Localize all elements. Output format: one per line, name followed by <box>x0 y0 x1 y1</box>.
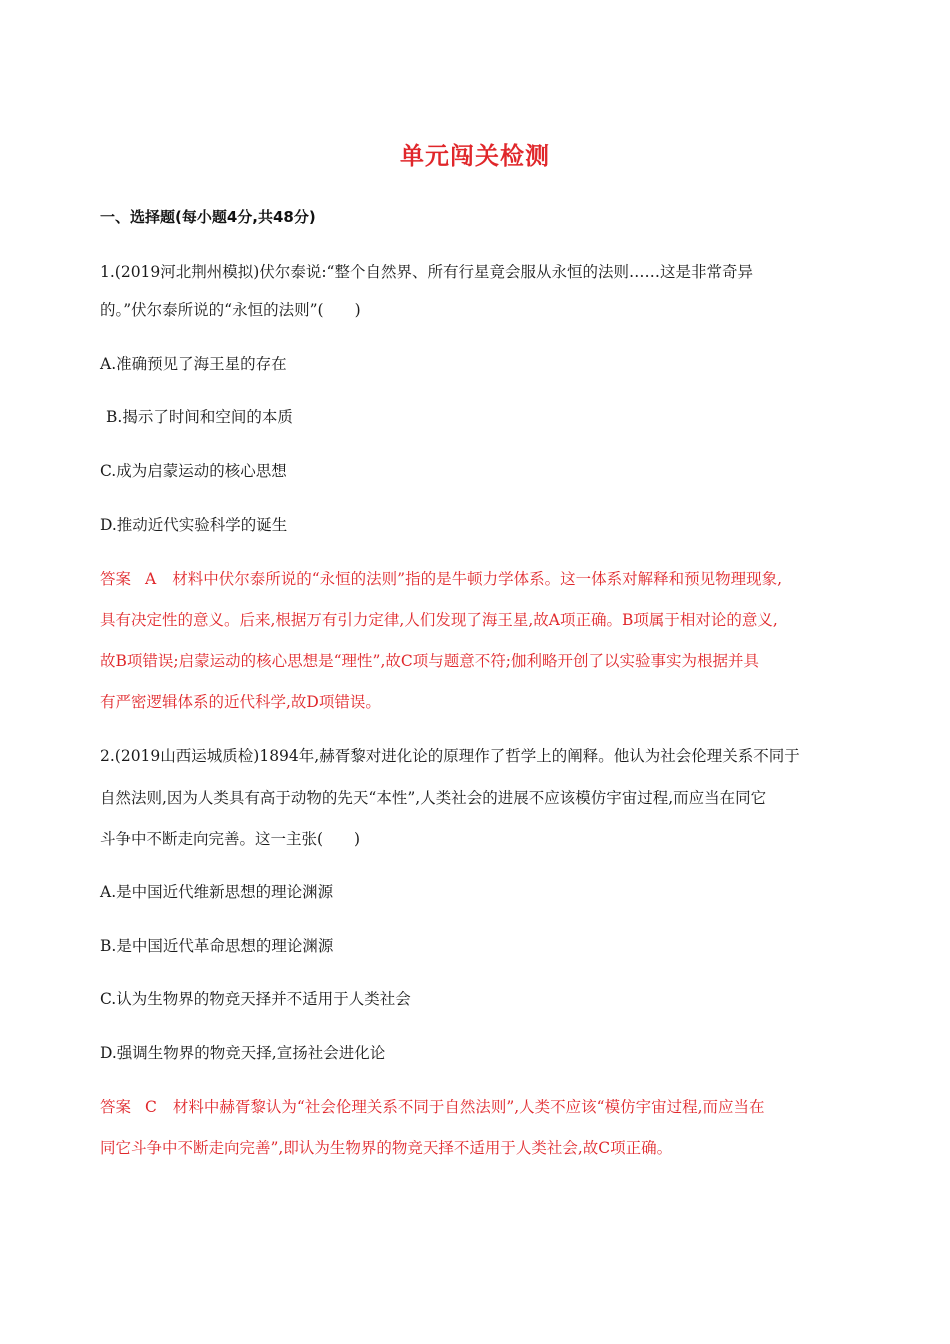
q2-option-a: A.是中国近代维新思想的理论渊源 <box>100 883 334 901</box>
q2-answer-label: 答案 <box>100 1098 132 1116</box>
q2-answer-key: C <box>145 1098 157 1116</box>
q1-answer-line-4: 有严密逻辑体系的近代科学,故D项错误。 <box>100 693 381 711</box>
q2-option-c: C.认为生物界的物竞天择并不适用于人类社会 <box>100 990 411 1008</box>
q1-answer-line-1 <box>100 569 852 589</box>
q2-option-d: D.强调生物界的物竞天择,宣扬社会进化论 <box>100 1044 386 1062</box>
q1-option-c: C.成为启蒙运动的核心思想 <box>100 462 287 480</box>
q1-stem-line-2: 的。”伏尔泰所说的“永恒的法则”( ) <box>100 301 361 319</box>
q1-answer-line-2: 具有决定性的意义。后来,根据万有引力定律,人们发现了海王星,故A项正确。B项属于相对论的意义, <box>100 611 778 629</box>
q1-answer-line-3: 故B项错误;启蒙运动的核心思想是“理性”,故C项与题意不符;伽利略开创了以实验事实为根据并具 <box>100 652 759 670</box>
q2-stem-line-3: 斗争中不断走向完善。这一主张( ) <box>100 830 361 848</box>
q1-option-d: D.推动近代实验科学的诞生 <box>100 516 288 534</box>
q2-stem-line-1: 2.(2019山西运城质检)1894年,赫胥黎对进化论的原理作了哲学上的阐释。他认为社会伦理关系不同于 <box>100 747 800 765</box>
q1-answer-label: 答案 <box>100 570 132 588</box>
q2-answer-line-2: 同它斗争中不断走向完善”,即认为生物界的物竞天择不适用于人类社会,故C项正确。 <box>100 1139 673 1157</box>
q1-answer-text: 材料中伏尔泰所说的“永恒的法则”指的是牛顿力学体系。这一体系对解释和预见物理现象, <box>172 570 782 588</box>
q1-stem-line-1: 1.(2019河北荆州模拟)伏尔泰说:“整个自然界、所有行星竟会服从永恒的法则……这是非常奇异 <box>100 263 753 281</box>
q1-answer-key: A <box>145 570 157 588</box>
q1-option-a: A.准确预见了海王星的存在 <box>100 355 287 373</box>
q2-answer-line-1 <box>100 1097 852 1117</box>
q2-stem-line-2: 自然法则,因为人类具有高于动物的先天“本性”,人类社会的进展不应该模仿宇宙过程,而应当在同它 <box>100 789 767 807</box>
q1-option-b: B.揭示了时间和空间的本质 <box>106 408 293 426</box>
q2-answer-text: 材料中赫胥黎认为“社会伦理关系不同于自然法则”,人类不应该“模仿宇宙过程,而应当在 <box>172 1098 765 1116</box>
q2-option-b: B.是中国近代革命思想的理论渊源 <box>100 937 334 955</box>
page-title: 单元闯关检测 <box>400 142 550 170</box>
section-heading: 一、选择题(每小题4分,共48分) <box>100 208 316 226</box>
